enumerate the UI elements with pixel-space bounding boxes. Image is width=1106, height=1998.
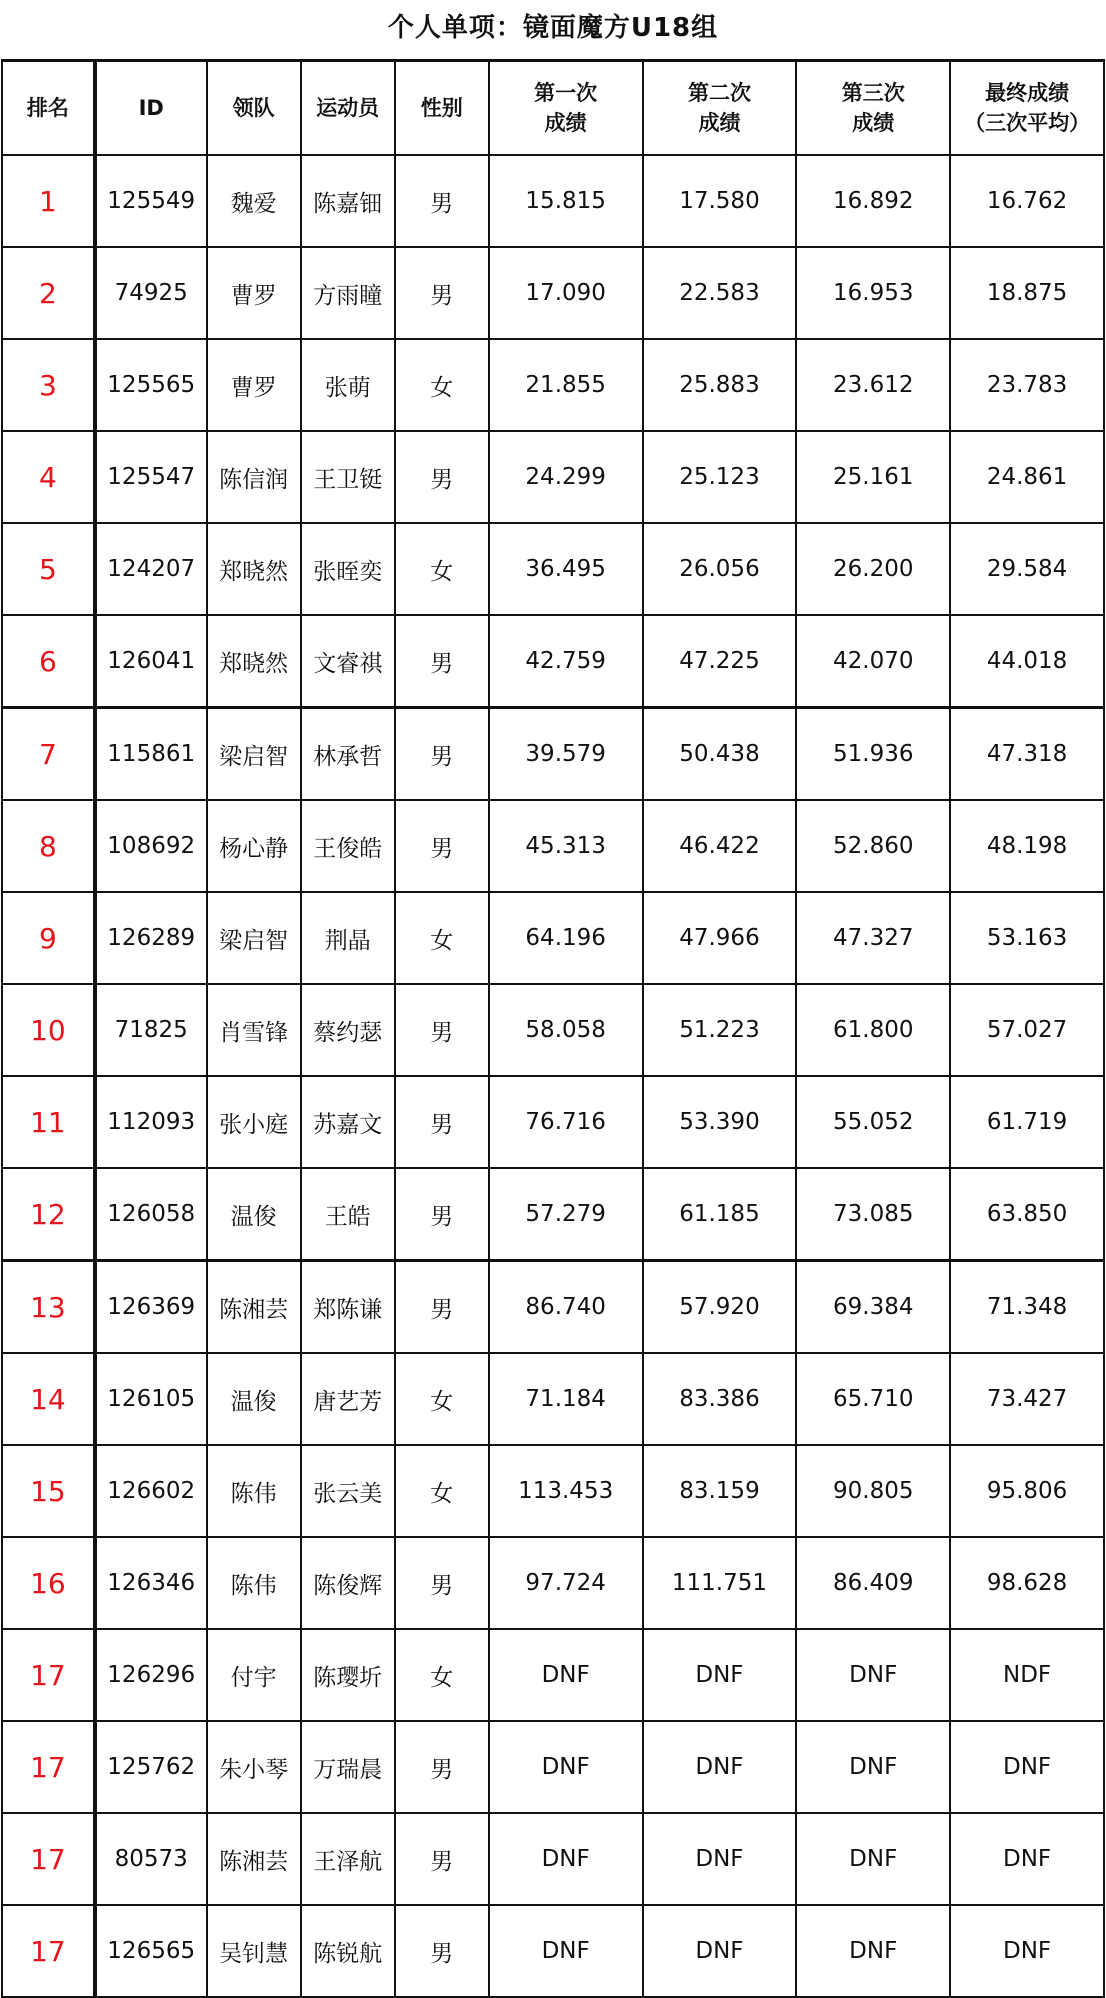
cell-attempt-2: 111.751 xyxy=(643,1537,797,1629)
cell-rank: 17 xyxy=(2,1721,95,1813)
cell-rank: 14 xyxy=(2,1353,95,1445)
cell-attempt-1: 39.579 xyxy=(489,708,643,801)
cell-gender: 男 xyxy=(395,1537,489,1629)
header-id-line: ID xyxy=(138,96,164,120)
cell-attempt-3: 16.892 xyxy=(796,155,950,247)
cell-leader: 陈伟 xyxy=(207,1537,301,1629)
cell-final-average: 48.198 xyxy=(950,800,1104,892)
cell-attempt-3: 47.327 xyxy=(796,892,950,984)
header-attempt-3-line: 第三次 xyxy=(841,81,905,105)
cell-rank: 12 xyxy=(2,1168,95,1261)
cell-attempt-3: 23.612 xyxy=(796,339,950,431)
cell-attempt-2: 25.123 xyxy=(643,431,797,523)
cell-final-average: 47.318 xyxy=(950,708,1104,801)
table-header-row xyxy=(2,61,1104,156)
cell-id: 126105 xyxy=(95,1353,207,1445)
cell-attempt-2: 61.185 xyxy=(643,1168,797,1261)
cell-leader: 梁启智 xyxy=(207,892,301,984)
header-attempt-3-line: 成绩 xyxy=(852,111,895,135)
cell-attempt-1: 57.279 xyxy=(489,1168,643,1261)
cell-leader: 付宇 xyxy=(207,1629,301,1721)
cell-final-average: 73.427 xyxy=(950,1353,1104,1445)
cell-id: 125762 xyxy=(95,1721,207,1813)
cell-id: 125549 xyxy=(95,155,207,247)
cell-gender: 男 xyxy=(395,1261,489,1354)
cell-rank: 5 xyxy=(2,523,95,615)
table-row xyxy=(2,523,1104,615)
cell-athlete: 陈俊辉 xyxy=(301,1537,395,1629)
cell-athlete: 王泽航 xyxy=(301,1813,395,1905)
table-row xyxy=(2,339,1104,431)
table-row xyxy=(2,892,1104,984)
cell-attempt-1: 15.815 xyxy=(489,155,643,247)
cell-final-average: 98.628 xyxy=(950,1537,1104,1629)
cell-attempt-3: DNF xyxy=(796,1905,950,1997)
cell-rank: 10 xyxy=(2,984,95,1076)
cell-attempt-2: 47.966 xyxy=(643,892,797,984)
cell-attempt-2: 50.438 xyxy=(643,708,797,801)
cell-attempt-1: 76.716 xyxy=(489,1076,643,1168)
header-attempt-1-line: 成绩 xyxy=(544,111,587,135)
cell-id: 71825 xyxy=(95,984,207,1076)
cell-attempt-3: 55.052 xyxy=(796,1076,950,1168)
header-attempt-3 xyxy=(796,61,950,156)
table-row xyxy=(2,708,1104,801)
cell-attempt-2: 83.159 xyxy=(643,1445,797,1537)
cell-leader: 曹罗 xyxy=(207,339,301,431)
cell-attempt-2: 22.583 xyxy=(643,247,797,339)
table-row xyxy=(2,1353,1104,1445)
cell-attempt-3: DNF xyxy=(796,1629,950,1721)
table-row xyxy=(2,1445,1104,1537)
cell-final-average: 23.783 xyxy=(950,339,1104,431)
cell-rank: 7 xyxy=(2,708,95,801)
cell-attempt-1: 24.299 xyxy=(489,431,643,523)
cell-gender: 女 xyxy=(395,523,489,615)
cell-leader: 陈信润 xyxy=(207,431,301,523)
cell-attempt-3: 26.200 xyxy=(796,523,950,615)
cell-gender: 男 xyxy=(395,1905,489,1997)
cell-athlete: 王俊皓 xyxy=(301,800,395,892)
cell-rank: 8 xyxy=(2,800,95,892)
table-row xyxy=(2,1905,1104,1997)
cell-attempt-3: DNF xyxy=(796,1721,950,1813)
cell-final-average: DNF xyxy=(950,1905,1104,1997)
cell-final-average: 29.584 xyxy=(950,523,1104,615)
cell-attempt-1: DNF xyxy=(489,1721,643,1813)
cell-athlete: 张萌 xyxy=(301,339,395,431)
cell-attempt-2: 57.920 xyxy=(643,1261,797,1354)
cell-attempt-1: 17.090 xyxy=(489,247,643,339)
cell-attempt-1: 45.313 xyxy=(489,800,643,892)
cell-athlete: 唐艺芳 xyxy=(301,1353,395,1445)
cell-attempt-2: 83.386 xyxy=(643,1353,797,1445)
cell-id: 115861 xyxy=(95,708,207,801)
cell-gender: 男 xyxy=(395,615,489,708)
table-row xyxy=(2,984,1104,1076)
cell-rank: 17 xyxy=(2,1629,95,1721)
cell-attempt-1: 113.453 xyxy=(489,1445,643,1537)
cell-rank: 17 xyxy=(2,1905,95,1997)
cell-id: 126346 xyxy=(95,1537,207,1629)
cell-id: 126058 xyxy=(95,1168,207,1261)
header-final-average-line: （三次平均） xyxy=(964,111,1091,135)
header-rank xyxy=(2,61,95,156)
cell-leader: 曹罗 xyxy=(207,247,301,339)
cell-attempt-1: 36.495 xyxy=(489,523,643,615)
cell-athlete: 文睿祺 xyxy=(301,615,395,708)
cell-final-average: 18.875 xyxy=(950,247,1104,339)
cell-final-average: DNF xyxy=(950,1721,1104,1813)
cell-attempt-2: 53.390 xyxy=(643,1076,797,1168)
table-row xyxy=(2,800,1104,892)
cell-attempt-1: DNF xyxy=(489,1905,643,1997)
cell-attempt-1: 21.855 xyxy=(489,339,643,431)
cell-id: 108692 xyxy=(95,800,207,892)
cell-final-average: 95.806 xyxy=(950,1445,1104,1537)
cell-athlete: 张云美 xyxy=(301,1445,395,1537)
cell-athlete: 陈璎圻 xyxy=(301,1629,395,1721)
cell-leader: 温俊 xyxy=(207,1353,301,1445)
cell-id: 126296 xyxy=(95,1629,207,1721)
cell-athlete: 王皓 xyxy=(301,1168,395,1261)
cell-leader: 吴钊慧 xyxy=(207,1905,301,1997)
cell-gender: 男 xyxy=(395,431,489,523)
cell-attempt-1: 97.724 xyxy=(489,1537,643,1629)
cell-gender: 女 xyxy=(395,1353,489,1445)
header-rank-line: 排名 xyxy=(26,96,69,120)
cell-rank: 3 xyxy=(2,339,95,431)
cell-rank: 13 xyxy=(2,1261,95,1354)
cell-rank: 4 xyxy=(2,431,95,523)
cell-attempt-3: 65.710 xyxy=(796,1353,950,1445)
cell-athlete: 荆晶 xyxy=(301,892,395,984)
cell-leader: 杨心静 xyxy=(207,800,301,892)
cell-attempt-1: DNF xyxy=(489,1813,643,1905)
cell-attempt-1: 86.740 xyxy=(489,1261,643,1354)
cell-final-average: 44.018 xyxy=(950,615,1104,708)
header-final-average-line: 最终成绩 xyxy=(985,81,1070,105)
table-row xyxy=(2,1813,1104,1905)
cell-rank: 6 xyxy=(2,615,95,708)
cell-rank: 11 xyxy=(2,1076,95,1168)
header-athlete xyxy=(301,61,395,156)
cell-id: 80573 xyxy=(95,1813,207,1905)
cell-attempt-3: 25.161 xyxy=(796,431,950,523)
cell-final-average: 24.861 xyxy=(950,431,1104,523)
header-gender-line: 性别 xyxy=(420,96,463,120)
cell-athlete: 林承哲 xyxy=(301,708,395,801)
table-row xyxy=(2,1537,1104,1629)
cell-attempt-3: 86.409 xyxy=(796,1537,950,1629)
header-attempt-2-line: 成绩 xyxy=(698,111,741,135)
cell-athlete: 方雨瞳 xyxy=(301,247,395,339)
header-leader xyxy=(207,61,301,156)
cell-attempt-2: DNF xyxy=(643,1721,797,1813)
table-row xyxy=(2,155,1104,247)
cell-leader: 陈伟 xyxy=(207,1445,301,1537)
cell-final-average: 53.163 xyxy=(950,892,1104,984)
cell-athlete: 陈锐航 xyxy=(301,1905,395,1997)
cell-attempt-3: 51.936 xyxy=(796,708,950,801)
table-body xyxy=(2,155,1104,1997)
cell-gender: 男 xyxy=(395,708,489,801)
table-row xyxy=(2,615,1104,708)
cell-athlete: 万瑞晨 xyxy=(301,1721,395,1813)
cell-leader: 梁启智 xyxy=(207,708,301,801)
cell-gender: 男 xyxy=(395,247,489,339)
cell-attempt-1: DNF xyxy=(489,1629,643,1721)
cell-leader: 肖雪锋 xyxy=(207,984,301,1076)
cell-attempt-3: 52.860 xyxy=(796,800,950,892)
cell-attempt-3: 73.085 xyxy=(796,1168,950,1261)
cell-gender: 男 xyxy=(395,1168,489,1261)
cell-final-average: 61.719 xyxy=(950,1076,1104,1168)
cell-athlete: 蔡约瑟 xyxy=(301,984,395,1076)
results-table xyxy=(1,59,1105,1998)
cell-id: 126565 xyxy=(95,1905,207,1997)
cell-gender: 女 xyxy=(395,339,489,431)
cell-leader: 陈湘芸 xyxy=(207,1261,301,1354)
cell-attempt-2: DNF xyxy=(643,1813,797,1905)
table-row xyxy=(2,1721,1104,1813)
cell-id: 126602 xyxy=(95,1445,207,1537)
cell-attempt-2: DNF xyxy=(643,1629,797,1721)
cell-leader: 陈湘芸 xyxy=(207,1813,301,1905)
table-row xyxy=(2,1261,1104,1354)
cell-final-average: 16.762 xyxy=(950,155,1104,247)
cell-attempt-2: 47.225 xyxy=(643,615,797,708)
cell-rank: 9 xyxy=(2,892,95,984)
cell-rank: 1 xyxy=(2,155,95,247)
cell-final-average: 71.348 xyxy=(950,1261,1104,1354)
table-row xyxy=(2,1076,1104,1168)
cell-gender: 男 xyxy=(395,1721,489,1813)
table-row xyxy=(2,1168,1104,1261)
header-athlete-line: 运动员 xyxy=(316,96,380,120)
cell-athlete: 苏嘉文 xyxy=(301,1076,395,1168)
cell-rank: 2 xyxy=(2,247,95,339)
cell-athlete: 陈嘉钿 xyxy=(301,155,395,247)
cell-rank: 17 xyxy=(2,1813,95,1905)
cell-id: 126289 xyxy=(95,892,207,984)
cell-leader: 魏爱 xyxy=(207,155,301,247)
header-attempt-1 xyxy=(489,61,643,156)
cell-attempt-3: 69.384 xyxy=(796,1261,950,1354)
cell-gender: 男 xyxy=(395,800,489,892)
cell-leader: 郑晓然 xyxy=(207,523,301,615)
header-final-average xyxy=(950,61,1104,156)
cell-final-average: NDF xyxy=(950,1629,1104,1721)
cell-id: 124207 xyxy=(95,523,207,615)
cell-attempt-3: 61.800 xyxy=(796,984,950,1076)
cell-id: 126369 xyxy=(95,1261,207,1354)
cell-attempt-2: 26.056 xyxy=(643,523,797,615)
cell-final-average: DNF xyxy=(950,1813,1104,1905)
cell-attempt-2: 51.223 xyxy=(643,984,797,1076)
cell-attempt-1: 58.058 xyxy=(489,984,643,1076)
cell-gender: 女 xyxy=(395,1445,489,1537)
cell-athlete: 张晊奕 xyxy=(301,523,395,615)
cell-id: 112093 xyxy=(95,1076,207,1168)
cell-final-average: 57.027 xyxy=(950,984,1104,1076)
cell-attempt-1: 64.196 xyxy=(489,892,643,984)
cell-gender: 男 xyxy=(395,155,489,247)
cell-athlete: 王卫铤 xyxy=(301,431,395,523)
cell-attempt-3: 16.953 xyxy=(796,247,950,339)
page-title: 个人单项：镜面魔方U18组 xyxy=(387,13,719,43)
header-attempt-2-line: 第二次 xyxy=(687,81,751,105)
cell-gender: 女 xyxy=(395,892,489,984)
header-attempt-1-line: 第一次 xyxy=(534,81,598,105)
header-attempt-2 xyxy=(643,61,797,156)
header-gender xyxy=(395,61,489,156)
cell-gender: 男 xyxy=(395,1076,489,1168)
cell-attempt-2: 25.883 xyxy=(643,339,797,431)
cell-gender: 男 xyxy=(395,984,489,1076)
cell-attempt-1: 71.184 xyxy=(489,1353,643,1445)
cell-gender: 女 xyxy=(395,1629,489,1721)
cell-attempt-2: 17.580 xyxy=(643,155,797,247)
table-row xyxy=(2,431,1104,523)
cell-leader: 张小庭 xyxy=(207,1076,301,1168)
cell-rank: 15 xyxy=(2,1445,95,1537)
cell-final-average: 63.850 xyxy=(950,1168,1104,1261)
cell-attempt-2: 46.422 xyxy=(643,800,797,892)
table-row xyxy=(2,1629,1104,1721)
cell-leader: 郑晓然 xyxy=(207,615,301,708)
cell-attempt-2: DNF xyxy=(643,1905,797,1997)
cell-attempt-3: 90.805 xyxy=(796,1445,950,1537)
cell-id: 125547 xyxy=(95,431,207,523)
cell-leader: 温俊 xyxy=(207,1168,301,1261)
cell-leader: 朱小琴 xyxy=(207,1721,301,1813)
cell-rank: 16 xyxy=(2,1537,95,1629)
table-row xyxy=(2,247,1104,339)
cell-gender: 男 xyxy=(395,1813,489,1905)
cell-attempt-3: DNF xyxy=(796,1813,950,1905)
header-leader-line: 领队 xyxy=(232,96,275,120)
cell-id: 125565 xyxy=(95,339,207,431)
cell-id: 74925 xyxy=(95,247,207,339)
cell-attempt-1: 42.759 xyxy=(489,615,643,708)
cell-athlete: 郑陈谦 xyxy=(301,1261,395,1354)
cell-id: 126041 xyxy=(95,615,207,708)
cell-attempt-3: 42.070 xyxy=(796,615,950,708)
header-id xyxy=(95,61,207,156)
